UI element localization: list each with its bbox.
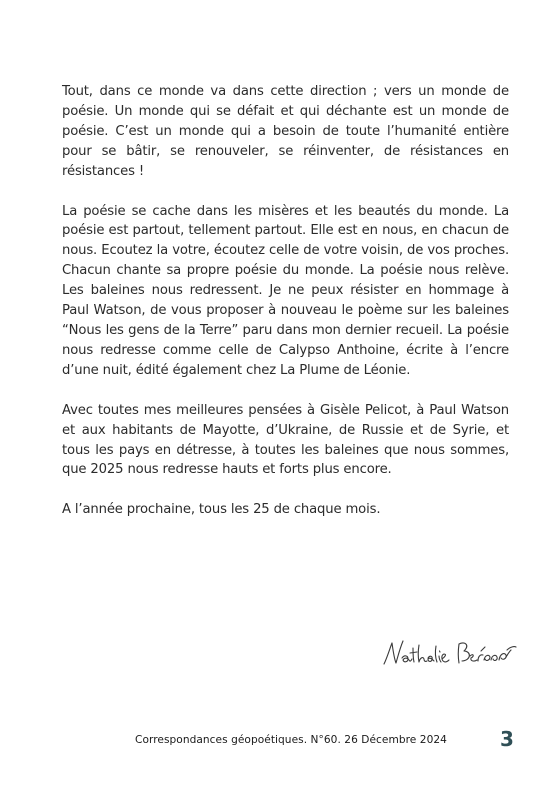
paragraph-intro: Tout, dans ce monde va dans cette direction ; vers un monde de poésie. Un monde qui se défait et qui déchante est un monde de poésie. C’est un monde qui a besoin de toute l’humanité entière pour se bâtir, se renouveler, se réinventer, de résistances en résistances ! <box>62 84 509 179</box>
signature-drawing <box>382 636 520 672</box>
page-footer <box>0 727 559 753</box>
paragraph-thoughts: Avec toutes mes meilleures pensées à Gisèle Pelicot, à Paul Watson et aux habitants de Mayotte, d’Ukraine, de Russie et de Syrie, et tous les pays en détresse, à toutes les baleines que nous sommes, que 2025 nous redresse hauts et forts plus encore. <box>62 402 509 478</box>
document-body <box>62 82 509 540</box>
page-number: 3 <box>500 727 514 751</box>
handwritten-signature <box>382 636 520 672</box>
paragraph-poetry: La poésie se cache dans les misères et les beautés du monde. La poésie est partout, tellement partout. Elle est en nous, en chacun de nous. Ecoutez la votre, écoutez celle de votre voisin, de vos proches. Chacun chante sa propre poésie du monde. La poésie nous relève. Les baleines nous redressent. Je ne peux résister en hommage à Paul Watson, de vous proposer à nouveau le poème sur les baleines “Nous les gens de la Terre” paru dans mon dernier recueil. La poésie nous redresse comme celle de Calypso Anthoine, écrite à l’encre d’une nuit, édité également chez La Plume de Léonie. <box>62 203 509 378</box>
paragraph-closing: A l’année prochaine, tous les 25 de chaque mois. <box>62 502 381 518</box>
publication-info: Correspondances géopoétiques. N°60. 26 Décembre 2024 <box>135 734 447 746</box>
